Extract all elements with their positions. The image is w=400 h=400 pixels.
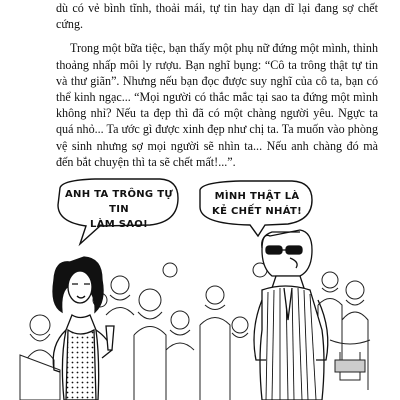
right-bubble-line-2: KẺ CHẾT NHÁT! — [212, 206, 302, 217]
left-bubble-line-1: ANH TA TRÔNG TỰ TIN — [65, 189, 173, 215]
paragraph-main: Trong một bữa tiệc, bạn thấy một phụ nữ đứng một mình, thỉnh thoảng nhấp môi ly rượu. Bạn nghĩ bụng: “Cô ta trông thật tự tin và thư giãn”. Nhưng nếu bạn đọc được suy nghĩ của cô ta, bạn có thể kinh ngạc... “Mọi người có thắc mắc tại sao ta đứng một mình không nhỉ? Nếu ta đẹp thì đã có một chàng người yêu. Ngực ta quá nhỏ... Ta ước gì được xinh đẹp như chị ta. Ta muốn vào phòng vệ sinh nhưng sợ mọi người sẽ nhìn ta... Nếu anh chàng đó mà đến bắt chuyện thì ta sẽ chết mất!...”. — [56, 41, 378, 169]
woman-figure — [53, 257, 114, 400]
right-bubble-text — [204, 189, 310, 219]
man-figure — [254, 230, 328, 400]
right-bubble-line-1: MÌNH THẬT LÀ — [214, 191, 300, 202]
paragraph-top: dù có vẻ bình tĩnh, thoải mái, tự tin hay dạn dĩ lại đang sợ chết cứng. — [56, 1, 378, 32]
left-bubble-text — [62, 187, 176, 232]
left-bubble-line-2: LÀM SAO! — [90, 219, 148, 230]
